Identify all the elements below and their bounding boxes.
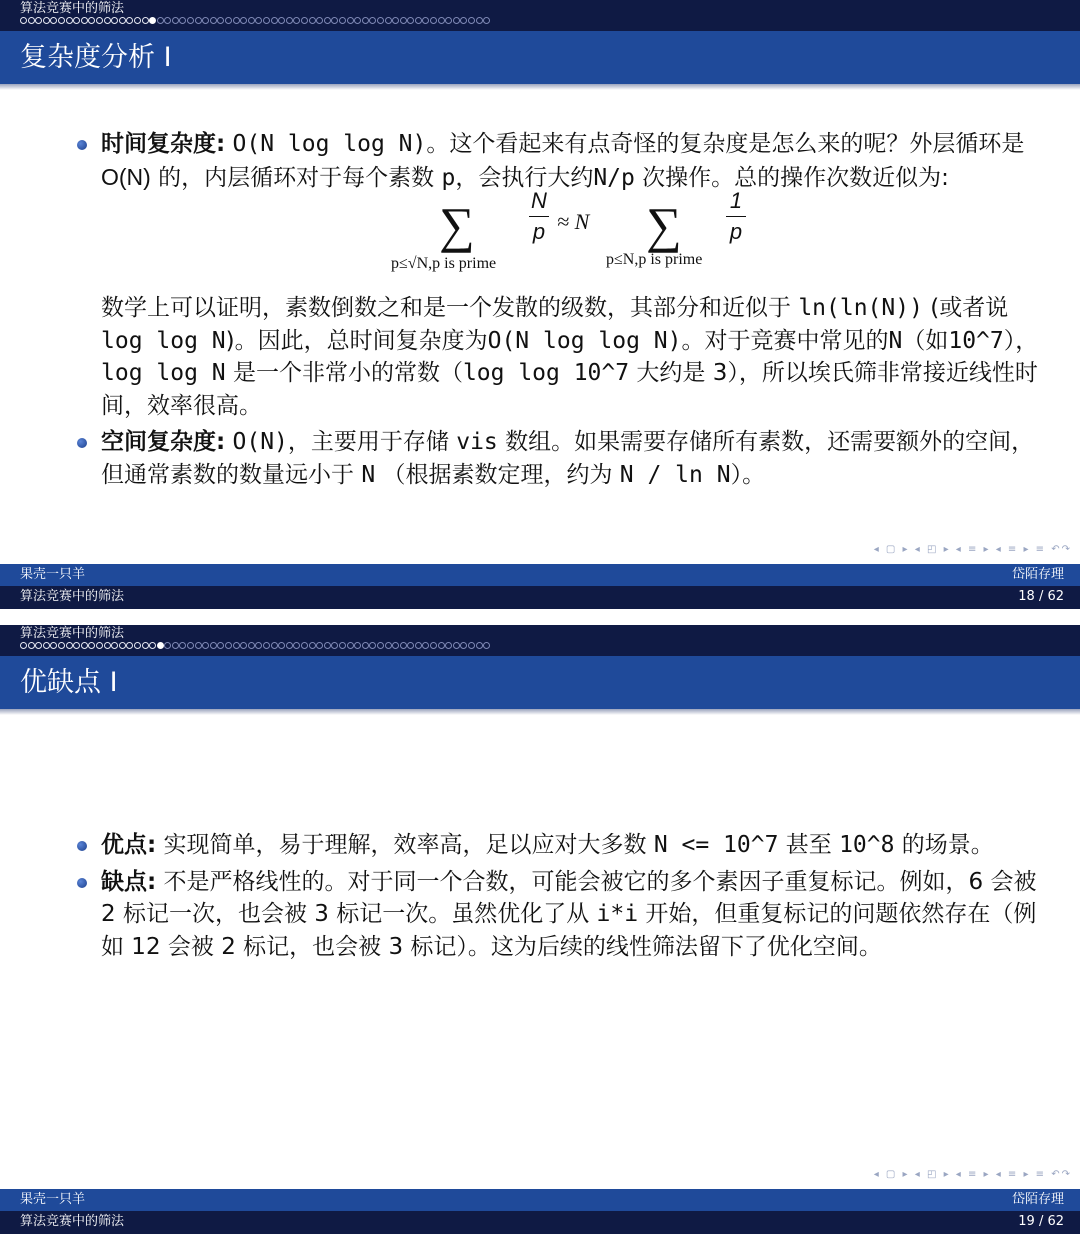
bullet-icon (77, 841, 87, 851)
frame-dot[interactable] (73, 642, 80, 649)
sigma-symbol-2: ∑ (646, 197, 682, 253)
frame-dot[interactable] (217, 642, 224, 649)
frame-dot[interactable] (347, 17, 354, 24)
frame-dot[interactable] (111, 642, 118, 649)
frame-dot[interactable] (278, 642, 285, 649)
frame-dot[interactable] (369, 642, 376, 649)
frame-dot[interactable] (339, 17, 346, 24)
frame-dot[interactable] (339, 642, 346, 649)
frame-dot[interactable] (354, 642, 361, 649)
frame-dot[interactable] (271, 642, 278, 649)
frame-dot[interactable] (35, 642, 42, 649)
frame-dot[interactable] (111, 17, 118, 24)
frame-dot[interactable] (20, 642, 27, 649)
footer-short-title: 算法竞赛中的筛法 (20, 589, 125, 604)
fraction-1-over-p: 1 p (726, 188, 746, 245)
frame-dot[interactable] (187, 17, 194, 24)
frame-dot[interactable] (164, 642, 171, 649)
frame-dot[interactable] (50, 642, 57, 649)
frame-dot[interactable] (324, 17, 331, 24)
frame-dot[interactable] (263, 642, 270, 649)
frame-dot[interactable] (164, 17, 171, 24)
frame-dot[interactable] (88, 17, 95, 24)
frame-dot[interactable] (324, 642, 331, 649)
frame-dot[interactable] (149, 17, 156, 24)
bullet-icon (77, 438, 87, 448)
slide-18 (0, 0, 1080, 613)
frame-dot[interactable] (142, 17, 149, 24)
bullet-time-complexity: 时间复杂度: O(N log log N)。这个看起来有点奇怪的复杂度是怎么来的呢？外层循环是 O(N) 的，内层循环对于每个素数 p，会执行大约N/p 次操作。总的操作次数近似为: ∑ p≤√N,p is prime N p ≈ N ∑ p≤N,p is prime 1 p 数学上可以证明，素数倒数之和是一个发散的级数，其部分和近似于 ln(ln(N)) (或者说 log log N)。因此，总时间复杂度为O(N log log N)。对于竞赛中常见的N（如10^7），log log N 是一个非常小的常数（log log 10^7 大约是 3），所以埃氏筛非常接近线性时间，效率很高。 (75, 128, 1040, 422)
frame-dot[interactable] (225, 642, 232, 649)
frame-dot[interactable] (233, 17, 240, 24)
footer-author: 果壳一只羊 (20, 567, 86, 582)
frame-dot[interactable] (293, 642, 300, 649)
frame-dot[interactable] (483, 642, 490, 649)
frame-dot[interactable] (483, 17, 490, 24)
frame-dot[interactable] (453, 642, 460, 649)
slide-19 (0, 625, 1080, 1238)
frame-dot[interactable] (119, 642, 126, 649)
frame-dot[interactable] (309, 17, 316, 24)
frame-dot[interactable] (468, 17, 475, 24)
frame-dot[interactable] (316, 17, 323, 24)
frame-dot[interactable] (43, 642, 50, 649)
frame-dot[interactable] (309, 642, 316, 649)
approx-n: ≈ N (557, 209, 590, 234)
frame-dot[interactable] (438, 642, 445, 649)
frame-dot[interactable] (331, 17, 338, 24)
frame-dot[interactable] (385, 17, 392, 24)
frame-title: 优缺点 I (20, 667, 118, 698)
sum-formula (101, 188, 1040, 286)
frame-dot[interactable] (179, 642, 186, 649)
frame-dot[interactable] (445, 17, 452, 24)
frame-dot[interactable] (58, 17, 65, 24)
frame-dot[interactable] (271, 17, 278, 24)
frame-dot[interactable] (126, 642, 133, 649)
frame-dot[interactable] (210, 642, 217, 649)
frame-dot[interactable] (316, 642, 323, 649)
frame-dot[interactable] (20, 17, 27, 24)
frame-dot[interactable] (400, 17, 407, 24)
navigation-symbols[interactable]: ◂ ▢ ▸ ◂ ◰ ▸ ◂ ≡ ▸ ◂ ≡ ▸ ≡ ↶↷ (873, 544, 1072, 555)
frame-dot[interactable] (179, 17, 186, 24)
sigma-symbol-1: ∑ (439, 197, 475, 253)
frame-dot[interactable] (453, 17, 460, 24)
frame-dot[interactable] (149, 642, 156, 649)
slide-content (75, 829, 1040, 963)
frame-dot[interactable] (195, 17, 202, 24)
frame-dot[interactable] (347, 642, 354, 649)
frame-dot[interactable] (88, 642, 95, 649)
frame-dot[interactable] (422, 17, 429, 24)
frame-dot[interactable] (369, 17, 376, 24)
section-title: 算法竞赛中的筛法 (20, 1, 125, 16)
frame-dot[interactable] (286, 17, 293, 24)
frame-dot[interactable] (468, 642, 475, 649)
header-bar (0, 625, 1080, 656)
frame-dot[interactable] (134, 642, 141, 649)
frame-dot[interactable] (354, 17, 361, 24)
frame-dot[interactable] (28, 642, 35, 649)
frame-dot[interactable] (377, 17, 384, 24)
footer-institute: 岱陌存理 (1011, 1192, 1064, 1207)
frame-dot[interactable] (392, 17, 399, 24)
frame-dot[interactable] (286, 642, 293, 649)
frame-dot[interactable] (104, 17, 111, 24)
frame-dot[interactable] (362, 642, 369, 649)
footer-author-bar (0, 564, 1080, 586)
frame-dot[interactable] (392, 642, 399, 649)
section-title: 算法竞赛中的筛法 (20, 626, 125, 641)
frame-dot[interactable] (445, 642, 452, 649)
frame-dot[interactable] (225, 17, 232, 24)
frame-dot[interactable] (66, 642, 73, 649)
frame-dot[interactable] (104, 642, 111, 649)
frame-dot[interactable] (278, 17, 285, 24)
frame-dot[interactable] (301, 17, 308, 24)
frame-dot[interactable] (301, 642, 308, 649)
footer-short-title: 算法竞赛中的筛法 (20, 1214, 125, 1229)
frame-dot[interactable] (476, 642, 483, 649)
frame-dot[interactable] (202, 17, 209, 24)
frame-title-bar (0, 656, 1080, 709)
frame-dot[interactable] (28, 17, 35, 24)
frame-dot[interactable] (331, 642, 338, 649)
bullet-space-complexity: 空间复杂度: O(N)，主要用于存储 vis 数组。如果需要存储所有素数，还需要额外的空间，但通常素数的数量远小于 N （根据素数定理，约为 N / ln N）。 (75, 426, 1040, 491)
frame-title: 复杂度分析 I (20, 42, 172, 73)
frame-dot[interactable] (134, 17, 141, 24)
bullet-advantages: 优点: 实现简单，易于理解，效率高，足以应对大多数 N <= 10^7 甚至 10^8 的场景。 (75, 829, 1040, 862)
frame-dot[interactable] (255, 642, 262, 649)
frame-dot[interactable] (202, 642, 209, 649)
frame-dot[interactable] (460, 642, 467, 649)
frame-dot[interactable] (240, 642, 247, 649)
page-number: 19 / 62 (1018, 1214, 1064, 1229)
header-bar (0, 0, 1080, 31)
frame-dot[interactable] (217, 17, 224, 24)
sum-subscript-2: p≤N,p is prime (606, 251, 703, 268)
frame-dot[interactable] (362, 17, 369, 24)
frame-dot[interactable] (400, 642, 407, 649)
frame-dot[interactable] (172, 17, 179, 24)
frame-dot[interactable] (293, 17, 300, 24)
frame-dot[interactable] (385, 642, 392, 649)
footer-title-bar (0, 586, 1080, 609)
slide-content (75, 128, 1040, 491)
frame-dot[interactable] (248, 17, 255, 24)
sum-subscript-1: p≤√N,p is prime (391, 255, 497, 272)
bullet-disadvantages: 缺点: 不是严格线性的。对于同一个合数，可能会被它的多个素因子重复标记。例如，6 会被 2 标记一次，也会被 3 标记一次。虽然优化了从 i*i 开始，但重复标记的问题依然存在（例如 12 会被 2 标记，也会被 3 标记）。这为后续的线性筛法留下了优化空间。 (75, 866, 1040, 964)
frame-dot[interactable] (187, 642, 194, 649)
frame-dot[interactable] (415, 17, 422, 24)
progress-dots[interactable] (20, 17, 491, 27)
frame-dot[interactable] (422, 642, 429, 649)
page-number: 18 / 62 (1018, 589, 1064, 604)
frame-dot[interactable] (43, 17, 50, 24)
footer-title-bar (0, 1211, 1080, 1234)
footer-author-bar (0, 1189, 1080, 1211)
frame-dot[interactable] (126, 17, 133, 24)
footer-author: 果壳一只羊 (20, 1192, 86, 1207)
frame-dot[interactable] (263, 17, 270, 24)
frame-dot[interactable] (119, 17, 126, 24)
frame-dot[interactable] (157, 17, 164, 24)
frame-dot[interactable] (407, 642, 414, 649)
frame-dot[interactable] (58, 642, 65, 649)
frame-dot[interactable] (255, 17, 262, 24)
frame-dot[interactable] (415, 642, 422, 649)
frame-dot[interactable] (210, 17, 217, 24)
bullet-icon (77, 140, 87, 150)
frame-dot[interactable] (66, 17, 73, 24)
frame-dot[interactable] (35, 17, 42, 24)
frame-dot[interactable] (430, 17, 437, 24)
frame-dot[interactable] (233, 642, 240, 649)
frame-dot[interactable] (142, 642, 149, 649)
frame-dot[interactable] (172, 642, 179, 649)
frame-dot[interactable] (195, 642, 202, 649)
frame-dot[interactable] (96, 17, 103, 24)
frame-dot[interactable] (81, 17, 88, 24)
frame-dot[interactable] (377, 642, 384, 649)
frame-dot[interactable] (157, 642, 164, 649)
frame-dot[interactable] (430, 642, 437, 649)
footer-institute: 岱陌存理 (1011, 567, 1064, 582)
frame-dot[interactable] (73, 17, 80, 24)
frame-dot[interactable] (96, 642, 103, 649)
frame-dot[interactable] (407, 17, 414, 24)
frame-dot[interactable] (50, 17, 57, 24)
progress-dots[interactable] (20, 642, 491, 652)
explanation-paragraph: 数学上可以证明，素数倒数之和是一个发散的级数，其部分和近似于 ln(ln(N)) (或者说 log log N)。因此，总时间复杂度为O(N log log N)。对于竞赛中常见的N（如10^7），log log N 是一个非常小的常数（log log 10^7 大约是 3），所以埃氏筛非常接近线性时间，效率很高。 (101, 295, 1039, 419)
frame-dot[interactable] (81, 642, 88, 649)
frame-dot[interactable] (438, 17, 445, 24)
fraction-n-over-p: N p (529, 188, 549, 245)
frame-dot[interactable] (460, 17, 467, 24)
frame-dot[interactable] (248, 642, 255, 649)
bullet-icon (77, 878, 87, 888)
frame-dot[interactable] (476, 17, 483, 24)
navigation-symbols[interactable]: ◂ ▢ ▸ ◂ ◰ ▸ ◂ ≡ ▸ ◂ ≡ ▸ ≡ ↶↷ (873, 1169, 1072, 1180)
frame-title-bar (0, 31, 1080, 84)
frame-dot[interactable] (240, 17, 247, 24)
